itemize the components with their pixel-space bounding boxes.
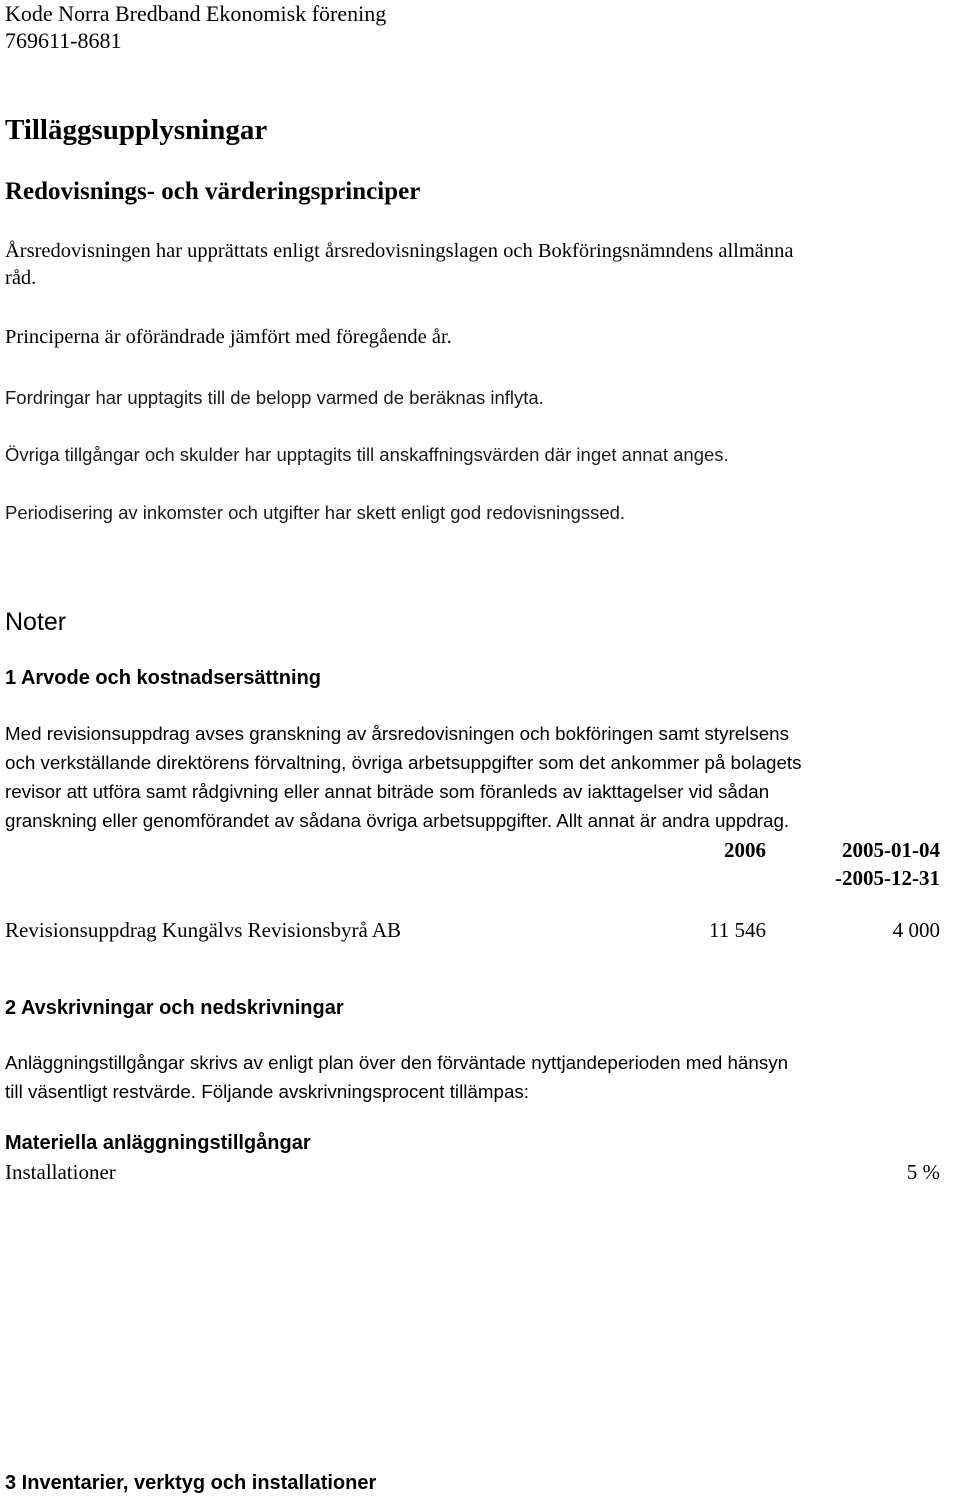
principles-paragraph-1-line-2: råd. xyxy=(5,267,37,289)
note-1-line: och verkställande direktörens förvaltning, övriga arbetsuppgifter som det ankommer på bolagets xyxy=(5,752,802,773)
note-2-heading: 2 Avskrivningar och nedskrivningar xyxy=(5,997,344,1019)
principles-paragraph-4: Övriga tillgångar och skulder har upptagits till anskaffningsvärden där inget annat anges. xyxy=(5,444,729,465)
note-1-paragraph xyxy=(5,719,802,835)
note-2-line: Anläggningstillgångar skrivs av enligt plan över den förväntade nyttjandeperioden med hänsyn xyxy=(5,1052,789,1073)
note-2-paragraph xyxy=(5,1048,788,1106)
principles-paragraph-3: Fordringar har upptagits till de belopp varmed de beräknas inflyta. xyxy=(5,387,544,408)
table-row-value-2005: 4 000 xyxy=(892,918,940,942)
note-1-heading: 1 Arvode och kostnadsersättning xyxy=(5,667,321,689)
note-2-line: till väsentligt restvärde. Följande avskrivningsprocent tillämpas: xyxy=(5,1081,530,1102)
organization-number: 769611-8681 xyxy=(5,28,122,53)
notes-heading: Noter xyxy=(5,608,67,636)
note-3-heading: 3 Inventarier, verktyg och installationer xyxy=(5,1472,377,1494)
column-header-2005-line-1: 2005-01-04 xyxy=(842,838,940,862)
note-1-line: revisor att utföra samt rådgivning eller annat biträde som föranleds av iakttagelser vid sådan xyxy=(5,781,770,802)
organization-name: Kode Norra Bredband Ekonomisk förening xyxy=(5,1,387,26)
note-1-line: granskning eller genomförandet av sådana övriga arbetsuppgifter. Allt annat är andra uppdrag. xyxy=(5,810,790,831)
column-header-2006: 2006 xyxy=(724,838,766,862)
note-1-line: Med revisionsuppdrag avses granskning av årsredovisningen och bokföringen samt styrelsens xyxy=(5,723,790,744)
principles-heading: Redovisnings- och värderingsprinciper xyxy=(5,178,421,205)
table-row-label: Revisionsuppdrag Kungälvs Revisionsbyrå AB xyxy=(5,918,402,942)
depreciation-item-value: 5 % xyxy=(906,1160,940,1184)
page-title: Tilläggsupplysningar xyxy=(5,114,268,146)
principles-paragraph-1-line-1: Årsredovisningen har upprättats enligt årsredovisningslagen och Bokföringsnämndens allmänna xyxy=(5,240,794,262)
table-row-value-2006: 11 546 xyxy=(709,918,766,942)
depreciation-item-label: Installationer xyxy=(5,1160,116,1184)
column-header-2005-line-2: -2005-12-31 xyxy=(835,866,940,890)
principles-paragraph-5: Periodisering av inkomster och utgifter har skett enligt god redovisningssed. xyxy=(5,502,626,523)
note-2-subheading: Materiella anläggningstillgångar xyxy=(5,1132,311,1154)
principles-paragraph-2: Principerna är oförändrade jämfört med föregående år. xyxy=(5,326,452,348)
